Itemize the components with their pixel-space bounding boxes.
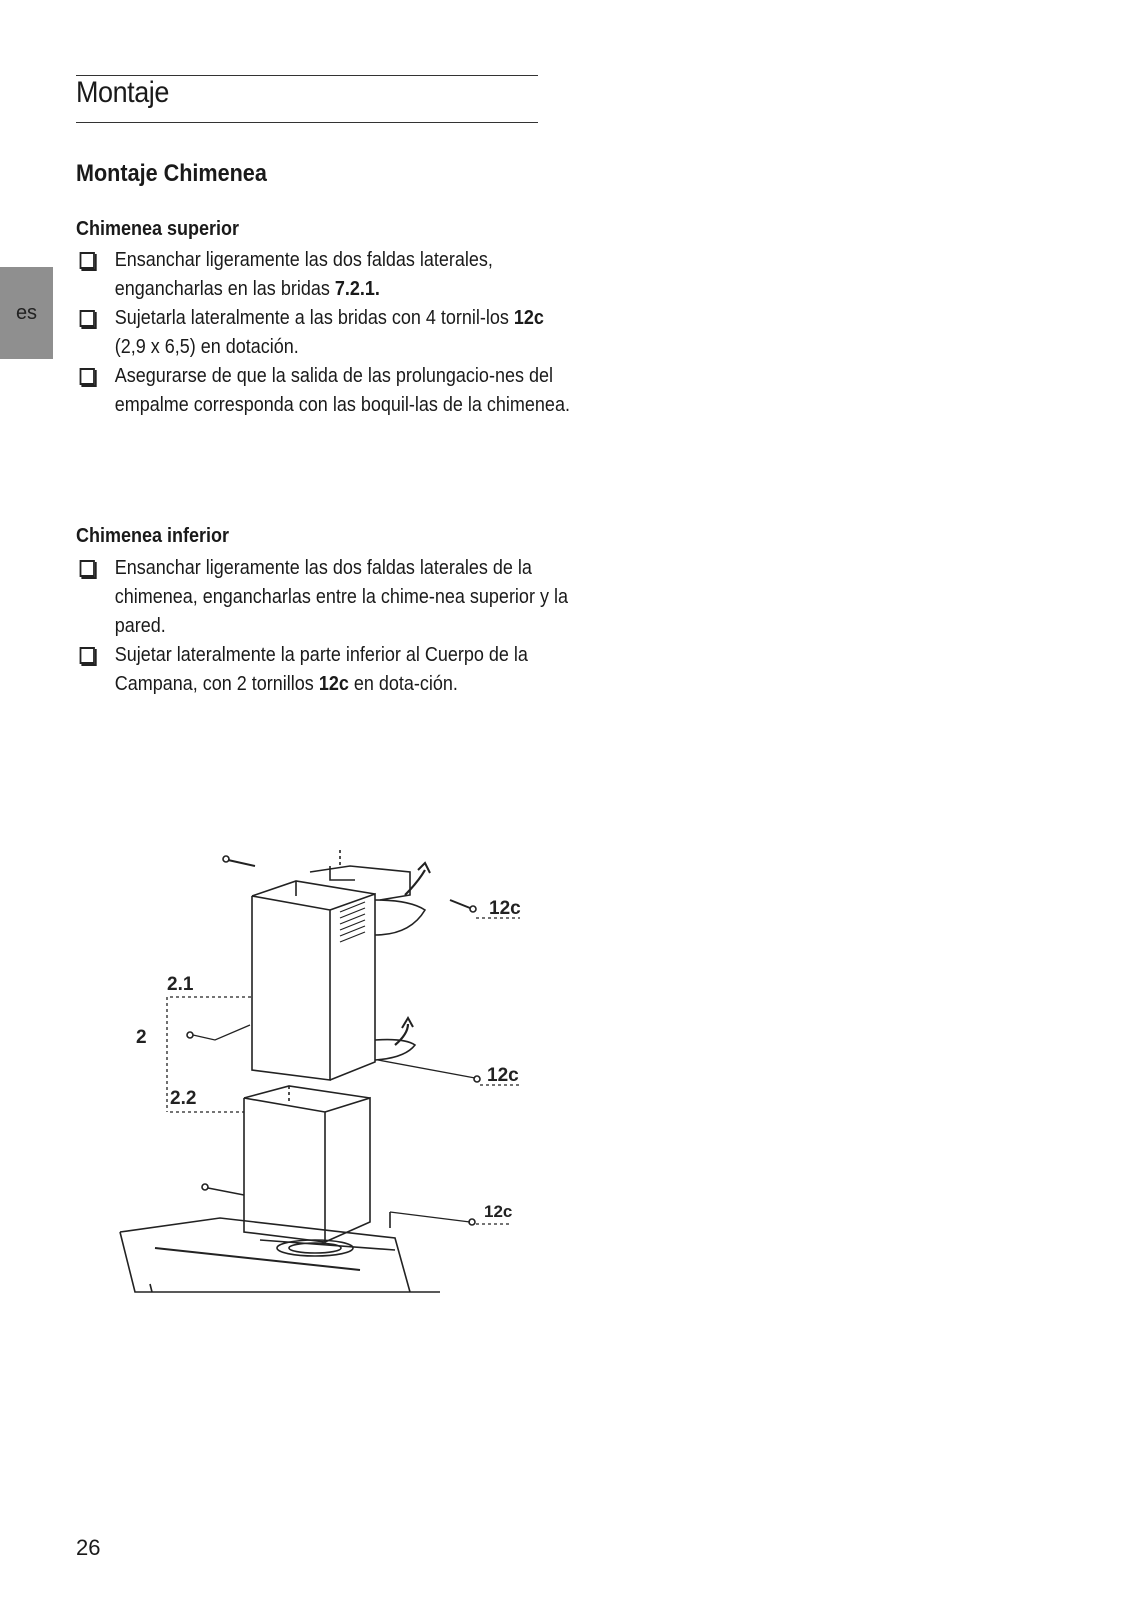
label-part-2: 2 [136,1027,147,1048]
step-reference: 7.2.1. [334,278,380,300]
title-rule [76,122,538,123]
label-part-2-1: 2.1 [167,974,194,995]
page-number: 26 [76,1535,101,1560]
language-tab-label: es [15,301,38,324]
section-title: Montaje Chimenea [76,160,267,187]
checkbox-icon [80,310,95,327]
step-text: Sujetarla lateralmente a las bridas con 4 tornil-los [114,307,514,329]
language-tab [0,267,53,359]
lower-chimney-title: Chimenea inferior [76,525,230,547]
checkbox-icon [80,647,95,664]
upper-chimney-steps [76,246,576,420]
label-screw-bottom: 12c [484,1202,513,1221]
page-title: Montaje [76,76,169,109]
list-item [76,246,574,304]
step-reference: 12c [513,307,544,329]
step-text: Asegurarse de que la salida de las prolungacio-nes del empalme corresponda con las boquil-las de la chimenea. [114,365,570,416]
list-item [76,362,574,420]
step-reference: 12c [318,673,349,695]
list-item: Sujetar lateralmente la parte inferior al Cuerpo de la Campana, con 2 tornillos 12c en dota-ción. [76,641,574,699]
label-part-2-2: 2.2 [170,1088,197,1109]
upper-chimney-title: Chimenea superior [76,218,240,240]
checkbox-icon [80,560,95,577]
step-text: Sujetar lateralmente la parte inferior al Cuerpo de la Campana, con 2 tornillos [114,644,528,695]
list-item: Sujetarla lateralmente a las bridas con 4 tornil-los 12c (2,9 x 6,5) en dotación. [76,304,574,362]
checkbox-icon [80,368,95,385]
step-text: Ensanchar ligeramente las dos faldas laterales de la chimenea, engancharlas entre la chime-nea superior y la pared. [114,557,568,637]
label-screw-top: 12c [489,898,521,919]
step-text: Ensanchar ligeramente las dos faldas laterales, engancharlas en las bridas [114,249,493,300]
lower-chimney-steps [76,554,576,699]
list-item [76,554,574,641]
chimney-assembly-diagram [100,835,540,1295]
label-screw-mid: 12c [487,1065,519,1086]
checkbox-icon [80,252,95,269]
